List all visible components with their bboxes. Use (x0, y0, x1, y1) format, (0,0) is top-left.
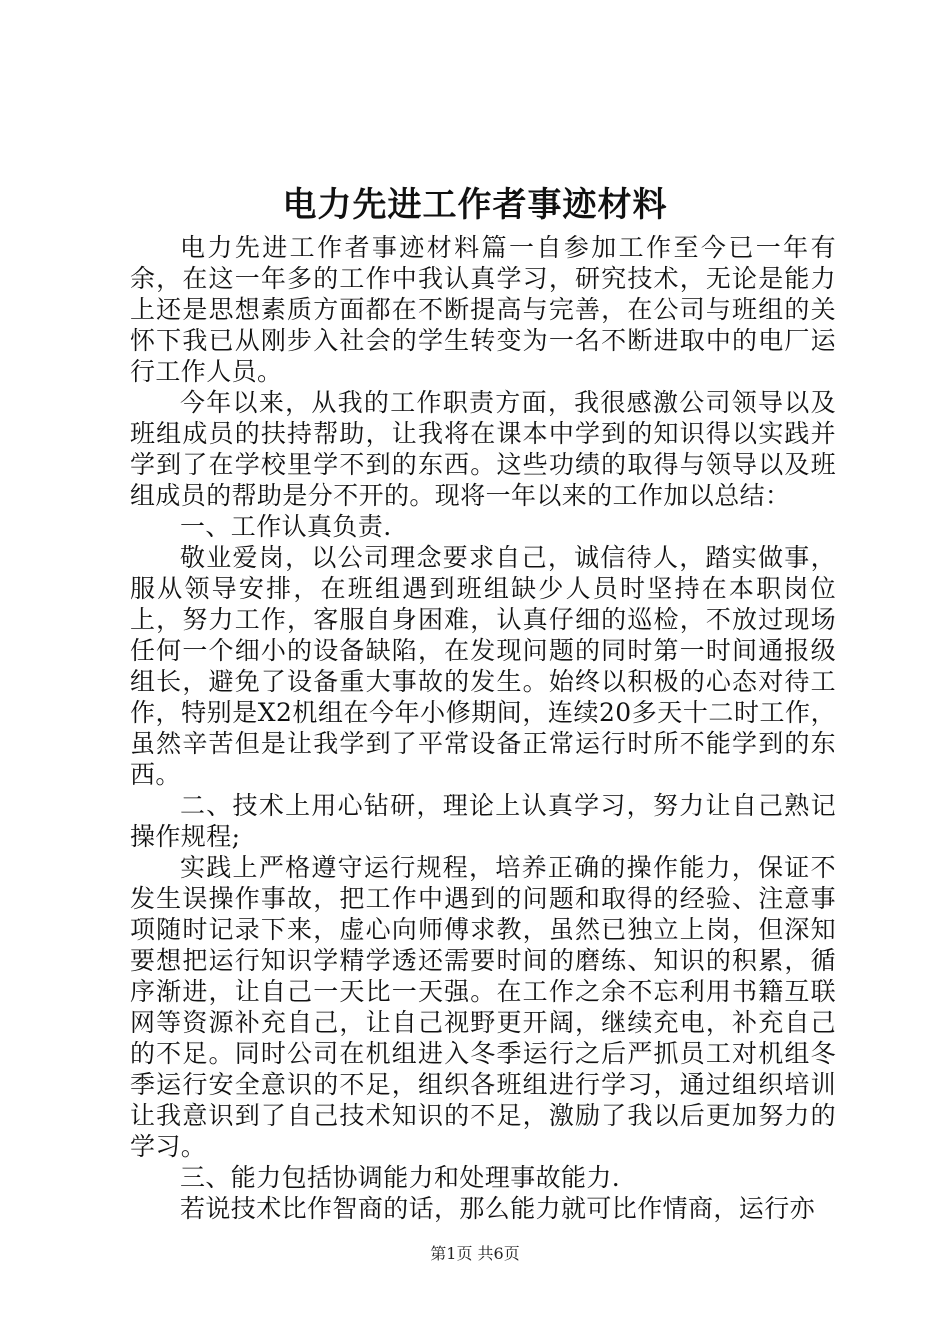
paragraph-section-3: 若说技术比作智商的话，那么能力就可比作情商，运行亦 (180, 1194, 816, 1223)
paragraph-section-2: 实践上严格遵守运行规程，培养正确的操作能力，保证不发生误操作事故，把工作中遇到的问题和取得的经验、注意事项随时记录下来，虚心向师傅求教，虽然已独立上岗，但深知要想把运行知识学精学透还需要时间的磨练、知识的积累，循序渐进，让自己一天比一天强。在工作之余不忘利用书籍互联网等资源补充自己，让自己视野更开阔，继续充电，补充自己的不足。同时公司在机组进入冬季运行之后严抓员工对机组冬季运行安全意识的不足，组织各班组进行学习，通过组织培训让我意识到了自己技术知识的不足，激励了我以后更加努力的学习。 (130, 853, 836, 1161)
section-heading-3: 三、能力包括协调能力和处理事故能力. (180, 1163, 621, 1192)
document-title: 电力先进工作者事迹材料 (282, 185, 668, 225)
paragraph-summary: 今年以来，从我的工作职责方面，我很感激公司领导以及班组成员的扶持帮助，让我将在课本中学到的知识得以实践并学到了在学校里学不到的东西。这些功绩的取得与领导以及班组成员的帮助是分不开的。现将一年以来的工作加以总结： (130, 388, 836, 510)
section-heading-2: 二、技术上用心钻研，理论上认真学习，努力让自己熟记操作规程; (130, 791, 836, 851)
document-body (130, 232, 836, 1224)
paragraph-section-1: 敬业爱岗，以公司理念要求自己，诚信待人，踏实做事，服从领导安排，在班组遇到班组缺少人员时坚持在本职岗位上，努力工作，客服自身困难，认真仔细的巡检，不放过现场任何一个细小的设备缺陷，在发现问题的同时第一时间通报级组长，避免了设备重大事故的发生。始终以积极的心态对待工作，特别是X2机组在今年小修期间，连续20多天十二时工作，虽然辛苦但是让我学到了平常设备正常运行时所不能学到的东西。 (130, 543, 836, 789)
paragraph-intro: 电力先进工作者事迹材料篇一自参加工作至今已一年有余，在这一年多的工作中我认真学习，研究技术，无论是能力上还是思想素质方面都在不断提高与完善，在公司与班组的关怀下我已从刚步入社会的学生转变为一名不断进取中的电厂运行工作人员。 (130, 233, 836, 386)
section-heading-1: 一、工作认真负责. (180, 512, 392, 541)
page-number-footer: 第1页 共6页 (430, 1244, 520, 1263)
